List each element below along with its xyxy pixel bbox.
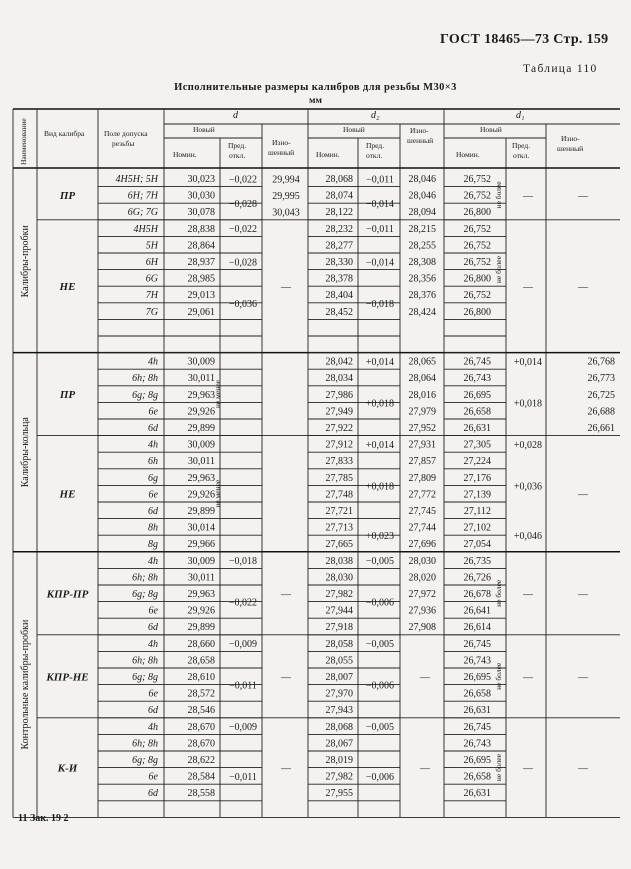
cell-d-nom: 30,011	[187, 373, 215, 385]
merged-d1-worn: —	[578, 489, 588, 501]
merged-d-worn: —	[281, 763, 291, 775]
cell-d2-nom: 27,943	[325, 705, 353, 717]
cell-tol: 6h; 8h	[132, 655, 158, 667]
merged-d-worn: —	[281, 672, 291, 684]
cell-tol: 6e	[148, 489, 158, 501]
cell-tol: 8g	[148, 539, 158, 551]
cell-d2-nom: 28,122	[325, 207, 353, 219]
cell-d2-nom: 28,452	[325, 306, 353, 318]
cell-d1-nom: 26,631	[463, 788, 491, 800]
cell-tol: 7G	[145, 306, 158, 318]
cell-d-nom: 29,013	[187, 290, 215, 302]
merged-d1-dev: —	[523, 763, 533, 775]
cell-d2-worn: 27,952	[408, 423, 436, 434]
cell-d2-worn: 27,744	[408, 522, 436, 534]
cell-d-nom: 29,899	[187, 622, 215, 634]
cell-d-nom: 28,985	[187, 273, 215, 285]
cell-tol: 6H	[145, 257, 158, 268]
cell-d2-worn: 27,931	[408, 439, 436, 451]
cell-d1-worn: 26,725	[587, 389, 615, 401]
cell-tol: 7H	[145, 290, 158, 302]
cell-d-nom: 29,899	[187, 423, 215, 434]
cell-d2-worn: 28,064	[408, 373, 436, 385]
table-number: Таблица 110	[523, 63, 598, 75]
col-d2-header: d₂	[371, 110, 380, 121]
col-d-header: d	[233, 110, 238, 121]
cell-d-nom: 29,926	[187, 406, 215, 418]
cell-d2-worn: 27,772	[408, 489, 436, 501]
cell-d1-nom: 26,695	[463, 389, 491, 401]
cell-d2-nom: 28,277	[325, 240, 353, 252]
merged-d-dev: −0,036	[228, 298, 258, 310]
cell-d-nom: 29,899	[187, 506, 215, 517]
cell-d-nom: 28,558	[187, 788, 215, 800]
merged-d1-dev: +0,014	[513, 356, 543, 368]
cell-d2-nom: 28,068	[325, 174, 353, 185]
cell-d2-nom: 27,986	[325, 389, 353, 401]
cell-d2-worn: 28,046	[408, 190, 436, 202]
cell-d-nom: 28,660	[187, 638, 215, 650]
cell-d1-nom: 26,678	[463, 589, 491, 600]
cell-d2-nom: 28,030	[325, 572, 353, 584]
cell-tol: 6h; 8h	[132, 738, 158, 750]
cell-d1-nom: 26,658	[463, 406, 491, 418]
cell-d2-nom: 27,713	[325, 522, 353, 534]
merged-d1-dev: —	[523, 190, 533, 202]
cell-d-nom: 30,009	[187, 439, 215, 451]
cell-d2-nom: 27,912	[325, 439, 353, 451]
cell-d2-nom: 27,970	[325, 688, 353, 700]
cell-d2-worn: 28,016	[408, 389, 436, 401]
d1-dev-header-1: Пред.	[512, 141, 531, 150]
cell-d2-worn: 27,908	[408, 622, 436, 634]
d2-nom-header: Номин.	[316, 150, 340, 159]
cell-d2-worn: 28,255	[408, 240, 436, 252]
cell-d2-worn: 28,308	[408, 257, 436, 268]
cell-tol: 6g; 8g	[132, 389, 158, 401]
cell-d2-worn: 28,356	[408, 273, 436, 285]
cell-d-nom: 28,864	[187, 240, 215, 252]
cell-d-nom: 30,011	[187, 572, 215, 584]
merged-d-dev: −0,009	[228, 639, 258, 651]
d-worn-header-2: шенный	[268, 148, 295, 157]
cell-d1-worn: 26,661	[587, 423, 615, 434]
cell-d1-nom: 26,658	[463, 688, 491, 700]
d-worn-header-1: Изно-	[272, 138, 291, 147]
vertical-note: не более	[494, 256, 503, 284]
cell-tol: 6H; 7H	[127, 190, 158, 202]
group-label: Калибры-пробки	[20, 225, 31, 298]
cell-d-nom: 29,963	[187, 389, 215, 401]
cell-d2-worn: 28,065	[408, 356, 436, 368]
kind-label: ПР	[59, 389, 76, 402]
merged-d1-worn: —	[578, 282, 588, 294]
cell-d1-nom: 26,752	[463, 290, 491, 302]
cell-d1-nom: 26,631	[463, 705, 491, 717]
cell-tol: 6d	[148, 622, 158, 634]
cell-d1-nom: 26,745	[463, 721, 491, 733]
merged-d1-dev: —	[523, 589, 533, 601]
cell-d2-worn: 27,696	[408, 539, 436, 551]
vertical-note: не более	[494, 181, 503, 209]
cell-d2-nom: 28,330	[325, 257, 353, 268]
merged-d2-dev: +0,018	[365, 481, 395, 493]
merged-d1-dev: —	[523, 672, 533, 684]
page-footer: 11 Зак. 19 2	[18, 813, 69, 824]
merged-d2-dev: −0,014	[365, 257, 395, 269]
merged-d1-worn: —	[578, 190, 588, 202]
d1-nom-header: Номин.	[456, 150, 480, 159]
cell-tol: 6d	[148, 423, 158, 434]
cell-d2-nom: 28,055	[325, 655, 353, 667]
cell-d2-nom: 28,007	[325, 672, 353, 683]
cell-d1-nom: 27,224	[463, 456, 491, 468]
group-label: Контрольные калибры-пробки	[20, 619, 31, 750]
cell-d2-worn: 27,809	[408, 472, 436, 484]
merged-d-worn: —	[281, 589, 291, 601]
merged-d2-dev: −0,005	[365, 722, 395, 734]
cell-d-nom: 28,658	[187, 655, 215, 667]
merged-d1-worn: —	[578, 589, 588, 601]
cell-d-nom: 30,030	[187, 190, 215, 202]
col-name-header: Наименование	[19, 118, 28, 165]
cell-tol: 6g	[148, 472, 158, 484]
merged-d-dev: −0,011	[229, 771, 257, 783]
cell-d2-nom: 28,034	[325, 373, 353, 385]
cell-d1-nom: 26,641	[463, 605, 491, 617]
kind-label: НЕ	[59, 281, 76, 294]
cell-d1-nom: 26,800	[463, 306, 491, 318]
cell-tol: 4h	[148, 721, 158, 733]
cell-d1-nom: 26,735	[463, 555, 491, 567]
kind-label: ПР	[59, 189, 76, 202]
merged-d2-dev: −0,011	[366, 224, 394, 236]
col-kind-header: Вид калибра	[44, 129, 85, 138]
cell-d2-nom: 27,955	[325, 788, 353, 800]
cell-d-nom: 30,078	[187, 207, 215, 219]
cell-d1-nom: 27,139	[463, 489, 491, 501]
kind-label: К-И	[57, 762, 78, 775]
cell-d2-nom: 28,067	[325, 738, 353, 750]
cell-d-nom: 28,622	[187, 755, 215, 766]
cell-d1-nom: 26,800	[463, 207, 491, 219]
cell-d2-nom: 27,982	[325, 589, 353, 600]
cell-d1-nom: 26,752	[463, 223, 491, 235]
cell-d2-nom: 27,982	[325, 771, 353, 783]
merged-d-worn: 29,995	[272, 190, 300, 202]
cell-tol: 6h; 8h	[132, 373, 158, 385]
cell-d2-nom: 28,019	[325, 755, 353, 766]
group-label: Калибры-кольца	[20, 417, 31, 488]
merged-d2-dev: −0,006	[365, 597, 395, 609]
cell-tol: 6g; 8g	[132, 755, 158, 766]
merged-d1-dev: +0,046	[513, 531, 543, 543]
merged-d2-worn: —	[420, 672, 430, 684]
d1-worn-header-1: Изно-	[561, 134, 580, 143]
cell-tol: 6e	[148, 688, 158, 700]
cell-tol: 6e	[148, 605, 158, 617]
cell-d2-worn: 27,936	[408, 605, 436, 617]
col-tol-header-1: Поле допуска	[104, 129, 148, 138]
cell-d-nom: 29,926	[187, 605, 215, 617]
cell-d2-nom: 28,232	[325, 223, 353, 235]
vertical-note: не менее	[213, 479, 222, 508]
cell-d1-nom: 26,743	[463, 373, 491, 385]
cell-d2-nom: 27,922	[325, 423, 353, 434]
cell-d2-nom: 27,721	[325, 506, 353, 517]
cell-tol: 6G; 7G	[127, 207, 158, 219]
cell-d-nom: 29,966	[187, 539, 215, 551]
cell-d2-nom: 28,404	[325, 290, 353, 302]
merged-d-worn: —	[281, 282, 291, 294]
merged-d2-dev: +0,023	[365, 531, 395, 543]
cell-d2-worn: 27,857	[408, 456, 436, 468]
table-body	[20, 174, 615, 799]
cell-d2-nom: 27,944	[325, 605, 353, 617]
cell-d-nom: 28,670	[187, 738, 215, 750]
cell-tol: 6G	[145, 273, 158, 285]
cell-d2-nom: 27,833	[325, 456, 353, 468]
cell-d1-nom: 26,695	[463, 672, 491, 683]
cell-d1-nom: 26,631	[463, 423, 491, 434]
merged-d-dev: −0,022	[228, 224, 258, 236]
cell-d1-worn: 26,768	[587, 356, 615, 368]
cell-tol: 6h	[148, 456, 158, 468]
d1-new-header: Новый	[480, 125, 502, 134]
d2-worn-header-2: шенный	[407, 136, 434, 145]
merged-d-dev: −0,028	[228, 199, 258, 211]
d-nom-header: Номин.	[173, 150, 197, 159]
cell-tol: 6g; 8g	[132, 589, 158, 600]
cell-d2-nom: 27,785	[325, 472, 353, 484]
merged-d-dev: −0,009	[228, 722, 258, 734]
cell-tol: 6d	[148, 506, 158, 517]
table-title: Исполнительные размеры калибров для резьбы М30×3	[174, 82, 457, 93]
cell-d-nom: 29,926	[187, 489, 215, 501]
cell-d-nom: 28,937	[187, 257, 215, 268]
merged-d1-dev: +0,036	[513, 481, 543, 493]
cell-d1-nom: 27,112	[463, 506, 491, 517]
d2-dev-header-1: Пред.	[366, 141, 385, 150]
d1-dev-header-2: откл.	[513, 151, 530, 160]
cell-d2-nom: 28,074	[325, 190, 353, 202]
merged-d2-dev: −0,014	[365, 199, 395, 211]
cell-d2-nom: 28,038	[325, 555, 353, 567]
merged-d-dev: −0,022	[228, 174, 258, 186]
cell-d1-nom: 26,752	[463, 190, 491, 202]
cell-d2-nom: 28,042	[325, 356, 353, 368]
vertical-note: не более	[494, 662, 503, 690]
cell-d2-worn: 28,424	[408, 306, 436, 318]
merged-d1-dev: +0,028	[513, 439, 543, 451]
cell-tol: 4h	[148, 439, 158, 451]
vertical-note: не более	[494, 579, 503, 607]
cell-d1-nom: 26,726	[463, 572, 491, 584]
cell-d-nom: 28,546	[187, 705, 215, 717]
cell-tol: 4h	[148, 555, 158, 567]
cell-tol: 6d	[148, 788, 158, 800]
page-header: ГОСТ 18465—73 Стр. 159	[440, 32, 609, 47]
cell-d1-nom: 26,658	[463, 771, 491, 783]
cell-d2-worn: 28,376	[408, 290, 436, 302]
merged-d2-dev: −0,011	[366, 174, 394, 186]
kind-label: КПР-НЕ	[46, 671, 89, 684]
cell-d2-worn: 28,094	[408, 207, 436, 219]
merged-d2-dev: −0,018	[365, 298, 395, 310]
cell-tol: 6e	[148, 406, 158, 418]
kind-label: НЕ	[59, 488, 76, 501]
vertical-note: не менее	[213, 380, 222, 409]
merged-d2-dev: −0,005	[365, 556, 395, 568]
kind-label: КПР-ПР	[46, 588, 89, 601]
cell-tol: 5H	[145, 240, 158, 252]
cell-d2-nom: 27,949	[325, 406, 353, 418]
cell-d1-worn: 26,688	[587, 406, 615, 418]
cell-d2-nom: 27,748	[325, 489, 353, 501]
cell-d2-nom: 28,378	[325, 273, 353, 285]
d2-worn-header-1: Изно-	[410, 126, 429, 135]
cell-d-nom: 30,011	[187, 456, 215, 468]
cell-d2-worn: 28,215	[408, 223, 436, 235]
cell-d1-nom: 27,054	[463, 539, 491, 551]
cell-d1-worn: 26,773	[587, 373, 615, 385]
cell-d1-nom: 27,102	[463, 522, 491, 534]
cell-d-nom: 30,009	[187, 555, 215, 567]
cell-d2-worn: 28,046	[408, 174, 436, 185]
cell-d2-nom: 27,918	[325, 622, 353, 634]
cell-d-nom: 28,838	[187, 223, 215, 235]
merged-d1-worn: —	[578, 763, 588, 775]
cell-d-nom: 30,023	[187, 174, 215, 185]
cell-d2-nom: 28,058	[325, 638, 353, 650]
merged-d-dev: −0,028	[228, 257, 258, 269]
cell-d2-worn: 27,745	[408, 506, 436, 517]
cell-d-nom: 30,014	[187, 522, 215, 534]
cell-tol: 4H5H; 5H	[115, 174, 158, 185]
cell-d1-nom: 26,743	[463, 655, 491, 667]
cell-tol: 6d	[148, 705, 158, 717]
merged-d1-dev: —	[523, 282, 533, 294]
merged-d-worn: 29,994	[272, 174, 300, 186]
cell-d-nom: 28,670	[187, 721, 215, 733]
table-header	[19, 110, 583, 165]
d2-dev-header-2: откл.	[366, 151, 383, 160]
vertical-note: не более	[494, 754, 503, 782]
cell-d-nom: 28,584	[187, 771, 215, 783]
cell-d1-nom: 27,176	[463, 472, 491, 484]
merged-d2-dev: +0,018	[365, 398, 395, 410]
merged-d1-worn: —	[578, 672, 588, 684]
cell-d-nom: 29,061	[187, 306, 215, 318]
cell-d2-worn: 27,979	[408, 406, 436, 418]
cell-d1-nom: 26,752	[463, 174, 491, 185]
d1-worn-header-2: шенный	[557, 144, 584, 153]
merged-d2-dev: +0,014	[365, 356, 395, 368]
cell-d-nom: 29,963	[187, 589, 215, 600]
merged-d2-dev: −0,006	[365, 680, 395, 692]
merged-d2-dev: +0,014	[365, 439, 395, 451]
cell-d2-nom: 27,665	[325, 539, 353, 551]
merged-d2-dev: −0,005	[365, 639, 395, 651]
d2-new-header: Новый	[343, 125, 365, 134]
cell-d1-nom: 27,305	[463, 439, 491, 451]
cell-tol: 4h	[148, 638, 158, 650]
d-new-header: Новый	[193, 125, 215, 134]
merged-d2-worn: —	[420, 763, 430, 775]
cell-d1-nom: 26,745	[463, 356, 491, 368]
cell-d1-nom: 26,614	[463, 622, 491, 634]
cell-tol: 4h	[148, 356, 158, 368]
cell-d-nom: 29,963	[187, 472, 215, 484]
cell-d-nom: 28,610	[187, 672, 215, 683]
cell-d1-nom: 26,752	[463, 240, 491, 252]
merged-d-dev: −0,022	[228, 597, 258, 609]
merged-d-worn: 30,043	[272, 207, 300, 219]
merged-d2-dev: −0,006	[365, 771, 395, 783]
merged-d-dev: −0,018	[228, 556, 258, 568]
cell-tol: 6h; 8h	[132, 572, 158, 584]
cell-d-nom: 30,009	[187, 356, 215, 368]
col-d1-header: d₁	[516, 110, 525, 121]
d-dev-header-1: Пред.	[228, 141, 247, 150]
cell-d2-worn: 28,020	[408, 572, 436, 584]
merged-d1-dev: +0,018	[513, 398, 543, 410]
cell-d2-worn: 28,030	[408, 555, 436, 567]
cell-tol: 6g; 8g	[132, 672, 158, 683]
cell-d2-worn: 27,972	[408, 589, 436, 600]
merged-d-dev: −0,011	[229, 680, 257, 692]
cell-d1-nom: 26,800	[463, 273, 491, 285]
cell-d1-nom: 26,743	[463, 738, 491, 750]
cell-d2-nom: 28,068	[325, 721, 353, 733]
cell-tol: 8h	[148, 522, 158, 534]
table-units: мм	[309, 96, 322, 106]
table-grid	[13, 109, 620, 817]
col-tol-header-2: резьбы	[112, 139, 135, 148]
cell-d1-nom: 26,752	[463, 257, 491, 268]
d-dev-header-2: откл.	[229, 151, 246, 160]
cell-d1-nom: 26,695	[463, 755, 491, 766]
cell-tol: 6e	[148, 771, 158, 783]
cell-d-nom: 28,572	[187, 688, 215, 700]
cell-d1-nom: 26,745	[463, 638, 491, 650]
cell-tol: 4H5H	[133, 223, 158, 235]
